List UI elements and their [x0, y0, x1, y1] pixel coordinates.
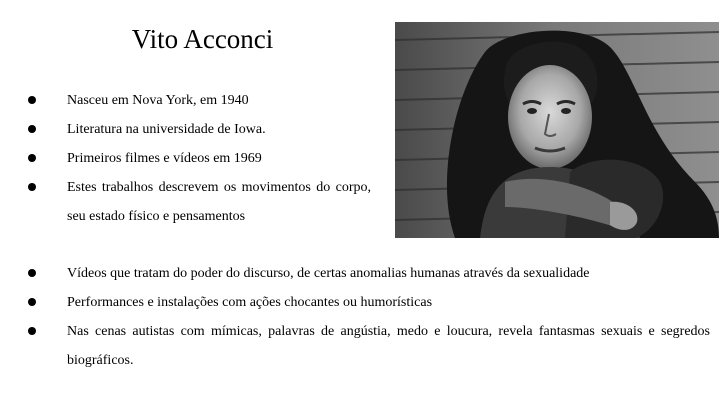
bullet-dot: [28, 327, 36, 335]
list-item: [0, 115, 371, 144]
bullet-list-top: [0, 86, 371, 231]
bullet-dot: [28, 96, 36, 104]
bullet-text: Nasceu em Nova York, em 1940: [67, 93, 249, 108]
list-item: [0, 288, 710, 317]
bullet-text: Nas cenas autistas com mímicas, palavras de angústia, medo e loucura, revela fantasmas sexuais e segredos biográficos.: [67, 324, 710, 368]
list-item: [0, 144, 371, 173]
bullet-dot: [28, 298, 36, 306]
slide-title: Vito Acconci: [131, 24, 274, 54]
bullet-dot: [28, 154, 36, 162]
bullet-text: Primeiros filmes e vídeos em 1969: [67, 151, 262, 166]
list-item: [0, 86, 371, 115]
bullet-dot: [28, 125, 36, 133]
bullet-text: Vídeos que tratam do poder do discurso, de certas anomalias humanas através da sexualidade: [67, 266, 590, 281]
bullet-text: Performances e instalações com ações chocantes ou humorísticas: [67, 295, 433, 310]
bullet-dot: [28, 269, 36, 277]
list-item: [0, 173, 371, 231]
bullet-dot: [28, 183, 36, 191]
list-item: [0, 259, 710, 288]
bullet-text: Literatura na universidade de Iowa.: [67, 122, 266, 137]
bullet-text: Estes trabalhos descrevem os movimentos do corpo, seu estado físico e pensamentos: [67, 180, 371, 224]
bullet-list-bottom: [0, 259, 710, 375]
portrait-photo: [395, 22, 719, 238]
list-item: [0, 317, 710, 375]
